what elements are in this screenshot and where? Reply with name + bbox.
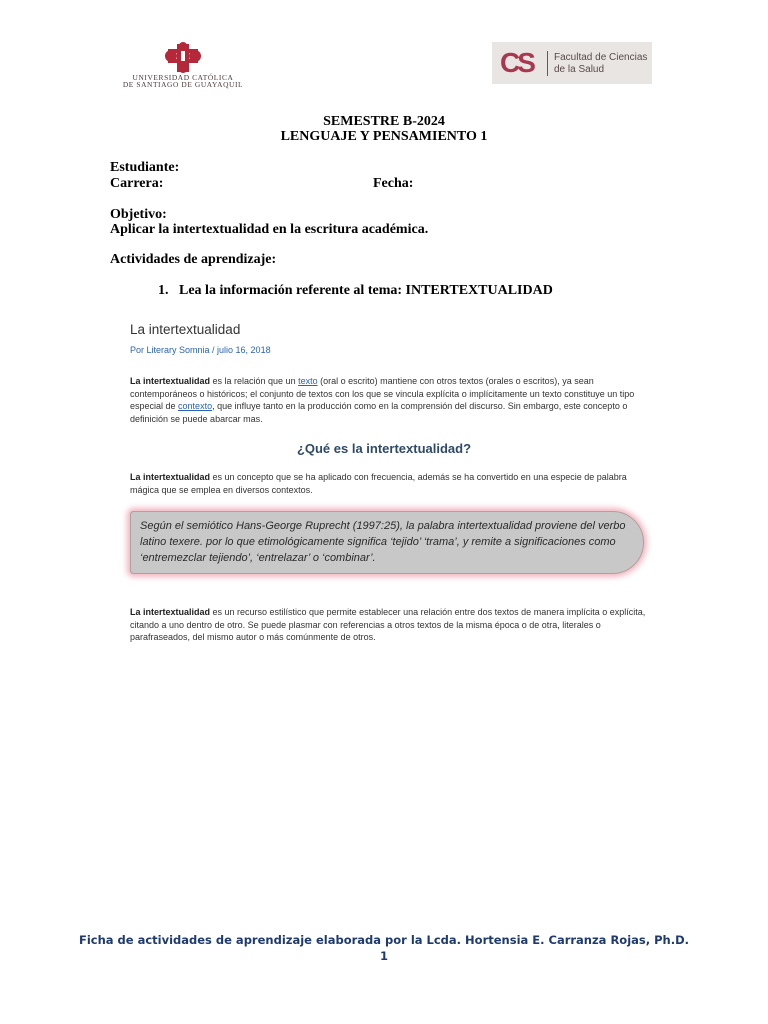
semester-title: SEMESTRE B-2024 — [323, 114, 445, 129]
footer-credit: Ficha de actividades de aprendizaje elaborada por la Lcda. Hortensia E. Carranza Rojas, Ph.D. — [78, 933, 690, 947]
date-label: Fecha: — [373, 176, 414, 191]
ucsg-cross-emblem-icon — [108, 42, 258, 74]
p2-bold: La intertextualidad — [130, 472, 211, 482]
fcs-logo-line-2: de la Salud — [554, 64, 605, 75]
quote-box — [130, 511, 644, 574]
p1-bold: La intertextualidad — [130, 376, 211, 386]
objective-text: Aplicar la intertextualidad en la escritura académica. — [110, 222, 429, 237]
p3-text: es un recurso estilístico que permite establecer una relación entre dos textos de manera implícita o explícita, citando a uno dentro de otro. Se puede plasmar con referencias a otros textos de la misma época o de otra, literales o parafraseados, del mismo autor o más comúnmente de otros. — [130, 607, 646, 642]
objective-label: Objetivo: — [110, 207, 167, 222]
article-paragraph-1 — [130, 375, 650, 425]
article-paragraph-3 — [130, 606, 650, 644]
p1-text-c: , que influye tanto en la producción como en la comprensión del discurso. Sin embargo, este concepto o definición se puede abarcar mas. — [130, 401, 628, 424]
p3-bold: La intertextualidad — [130, 607, 211, 617]
course-title: LENGUAJE Y PENSAMIENTO 1 — [280, 129, 488, 144]
student-label: Estudiante: — [110, 160, 180, 175]
p1-text-a: es la relación que un — [210, 376, 299, 386]
article-paragraph-2 — [130, 471, 650, 496]
article-title: La intertextualidad — [130, 322, 241, 337]
fcs-logo-divider — [547, 51, 548, 76]
article-heading: ¿Qué es la intertextualidad? — [296, 441, 472, 456]
activities-label: Actividades de aprendizaje: — [110, 252, 277, 267]
activity-item — [158, 283, 553, 299]
ucsg-logo-line-2: DE SANTIAGO DE GUAYAQUIL — [122, 80, 244, 89]
p1-text-b: (oral o escrito) mantiene con otros textos (orales o escritos), ya sean contemporáneos o históricos; el conjunto de textos con los que se vincula explícita o implícitamente un texto constituye un tipo especial de — [130, 376, 635, 411]
fcs-logo-mark: CS — [500, 47, 533, 78]
quote-text: Según el semiótico Hans-George Ruprecht (1997:25), la palabra intertextualidad proviene del verbo latino texere. por lo que etimológicamente significa ‘tejido’ ‘trama’, y remite a significaciones como ‘entremezclar tejiendo’, ‘entrelazar’ o ‘combinar’. — [140, 520, 626, 564]
activity-item-number: 1. — [158, 283, 169, 298]
ucsg-logo — [108, 42, 258, 88]
link-texto[interactable]: texto — [298, 376, 318, 386]
career-label: Carrera: — [110, 176, 164, 191]
page-footer — [0, 932, 768, 964]
ucsg-logo-line-1: UNIVERSIDAD CATÓLICA — [132, 73, 234, 82]
fcs-logo — [492, 42, 652, 84]
activity-item-text: Lea la información referente al tema: INTERTEXTUALIDAD — [179, 283, 553, 298]
page-number: 1 — [379, 949, 388, 963]
fcs-logo-line-1: Facultad de Ciencias — [554, 52, 648, 63]
article-byline[interactable]: Por Literary Somnia / julio 16, 2018 — [130, 345, 271, 355]
link-contexto[interactable]: contexto — [178, 401, 213, 411]
p2-text: es un concepto que se ha aplicado con frecuencia, además se ha convertido en una especie de palabra mágica que se emplea en diversos contextos. — [130, 472, 627, 495]
